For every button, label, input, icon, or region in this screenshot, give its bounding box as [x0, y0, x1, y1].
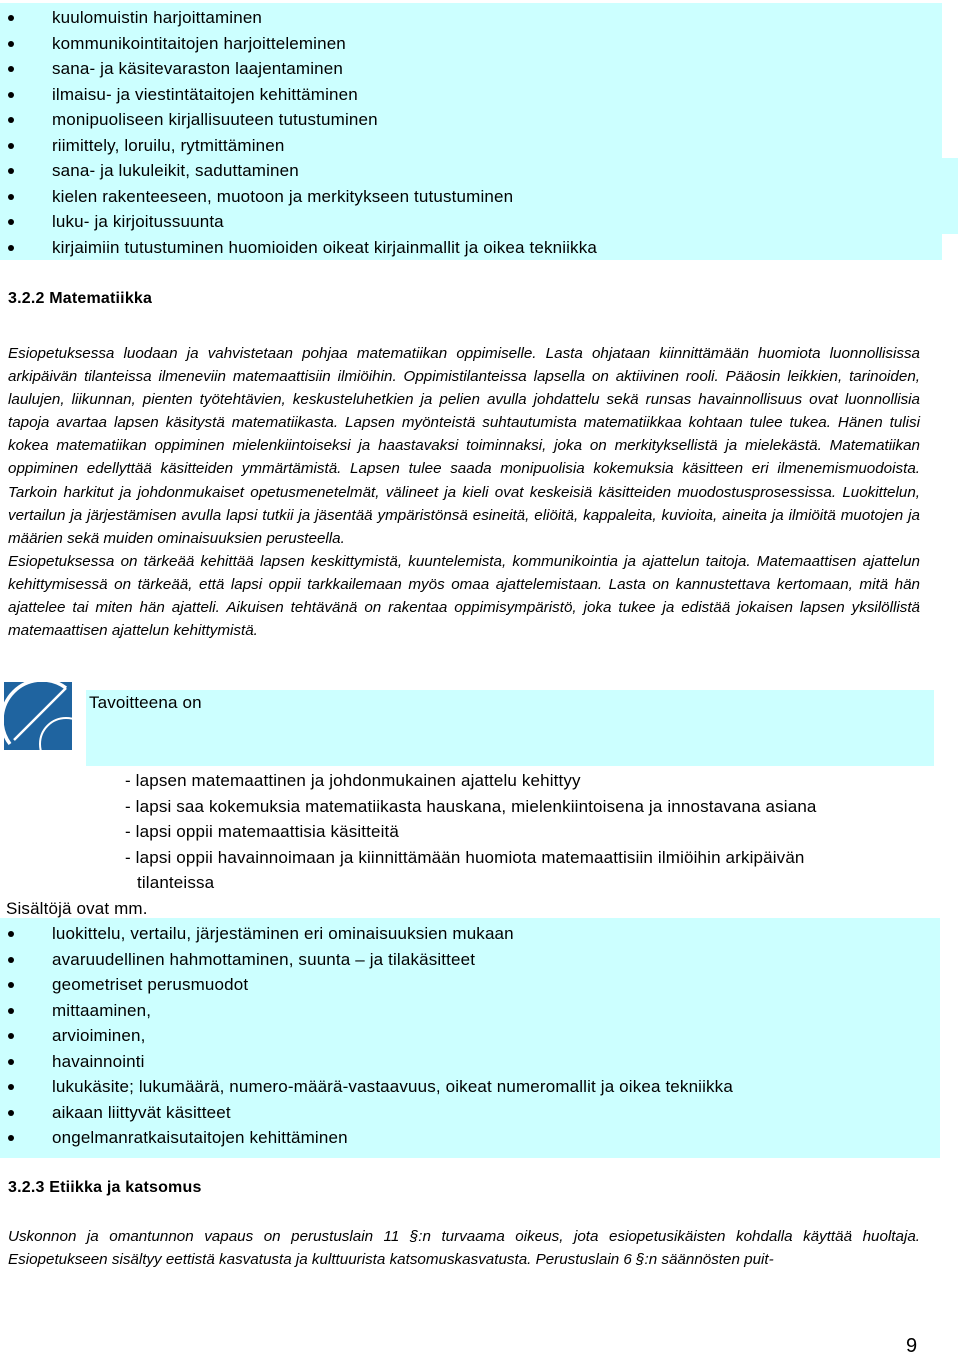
list-item: lukukäsite; lukumäärä, numero-määrä-vastaavuus, oikeat numeromallit ja oikea tekniikka — [0, 1074, 940, 1099]
list-item: kuulomuistin harjoittaminen — [0, 5, 942, 30]
math-intro-text — [8, 342, 920, 642]
bullet-icon — [8, 1033, 14, 1039]
contents-label: Sisältöjä ovat mm. — [6, 899, 148, 918]
bullet-icon — [8, 117, 14, 123]
goal-item: - lapsi oppii havainnoimaan ja kiinnittämään huomiota matemaattisiin ilmiöihin arkipäivän — [125, 847, 805, 867]
bullet-icon — [8, 15, 14, 21]
list-item: kommunikointitaitojen harjoitteleminen — [0, 31, 942, 56]
bullet-icon — [8, 1059, 14, 1065]
list-item: ilmaisu- ja viestintätaitojen kehittäminen — [0, 82, 942, 107]
logo-icon — [4, 682, 72, 750]
highlight-block-tab — [940, 158, 958, 234]
list-item: arvioiminen, — [0, 1023, 940, 1048]
list-item: havainnointi — [0, 1049, 940, 1074]
goal-item: - lapsi saa kokemuksia matematiikasta hauskana, mielenkiintoisena ja innostavana asiana — [125, 796, 817, 816]
bullet-icon — [8, 1135, 14, 1141]
bullet-icon — [8, 143, 14, 149]
paragraph: Uskonnon ja omantunnon vapaus on perustuslain 11 §:n turvaama oikeus, jota esiopetusikäisten kohdalla käyttää huoltaja. Esiopetukseen sisältyy eettistä kasvatusta ja kulttuurista katsomuskasvatusta. Perustuslain 6 §:n säännösten puit- — [8, 1228, 920, 1269]
list-item: geometriset perusmuodot — [0, 972, 940, 997]
bullet-icon — [8, 168, 14, 174]
section-heading-ethics: 3.2.3 Etiikka ja katsomus — [8, 1179, 202, 1196]
bullet-icon — [8, 41, 14, 47]
bullet-list-contents — [0, 921, 940, 1156]
bullet-list-language — [0, 5, 942, 260]
paragraph: Esiopetuksessa on tärkeää kehittää lapsen keskittymistä, kuuntelemista, kommunikointia ja ajattelun taitoja. Matemaattisen ajattelun kehittymisessä on tärkeää, että lapsi oppii tarkkailemaan myös omaa ajattelemistaan. Lasta on kannustettava kertomaan, mitä hän ajattelee tai miten hän ajatteli. Aikuisen tehtävänä on rakentaa oppimisympäristö, joka tukee ja edistää jokaisen lapsen yksilöllistä matemaattisen ajattelun kehittymistä. — [8, 552, 920, 640]
goal-item: - lapsen matemaattinen ja johdonmukainen ajattelu kehittyy — [125, 771, 581, 790]
highlight-block-goals — [86, 690, 934, 766]
list-item: sana- ja käsitevaraston laajentaminen — [0, 56, 942, 81]
list-item: sana- ja lukuleikit, saduttaminen — [0, 158, 942, 183]
bullet-icon — [8, 931, 14, 937]
list-item: ongelmanratkaisutaitojen kehittäminen — [0, 1125, 940, 1150]
list-item: riimittely, loruilu, rytmittäminen — [0, 133, 942, 158]
ethics-intro-text — [8, 1225, 920, 1271]
list-item: kirjaimiin tutustuminen huomioiden oikeat kirjainmallit ja oikea tekniikka — [0, 235, 942, 260]
bullet-icon — [8, 1110, 14, 1116]
page-number: 9 — [906, 1335, 918, 1357]
bullet-icon — [8, 957, 14, 963]
bullet-icon — [8, 194, 14, 200]
paragraph: Esiopetuksessa luodaan ja vahvistetaan pohjaa matematiikan oppimiselle. Lasta ohjataan kiinnittämään huomiota luonnollisissa arkipäivän tilanteissa ilmeneviin matemaattisiin ilmiöihin. Oppimistilanteissa lapsella on aktiivinen rooli. Pääosin leikkien, tarinoiden, laulujen, liikunnan, pienten työtehtävien, keskusteluhetkien ja pelien avulla johdattelu sekä runsas havainnollisuus ovat luonnollisia tapoja avartaa lapsen käsitystä matematiikasta. Lapsen myönteistä suhtautumista matematiikkaa kohtaan tulee tukea. Hänen tulisi kokea matematiikan oppiminen mielenkiintoiseksi ja haastavaksi toiminnaksi, joka on merkityksellistä ja mielekästä. Matematiikan oppiminen edellyttää käsitteiden ymmärtämistä. Lapsen tulee saada monipuolisia kokemuksia käsitteen eri ilmenemismuodoista. Tarkoin harkitut ja johdonmukaiset opetusmenetelmät, välineet ja kieli ovat keskeisiä käsitteiden muodostusprosessissa. Luokittelun, vertailun ja järjestämisen avulla lapsi tutkii ja jäsentää ympäristönsä esineitä, eliöitä, kappaleita, kuvioita, aineita ja ilmiöitä muotojen ja määrien sekä muiden ominaisuuksien perusteella. — [8, 345, 920, 547]
list-item: luku- ja kirjoitussuunta — [0, 209, 942, 234]
bullet-icon — [8, 219, 14, 225]
goals-title: Tavoitteena on — [89, 693, 202, 712]
bullet-icon — [8, 1084, 14, 1090]
bullet-icon — [8, 982, 14, 988]
bullet-icon — [8, 245, 14, 251]
bullet-icon — [8, 66, 14, 72]
section-heading-math: 3.2.2 Matematiikka — [8, 290, 153, 307]
list-item: kielen rakenteeseen, muotoon ja merkitykseen tutustuminen — [0, 184, 942, 209]
goal-item-continuation: tilanteissa — [137, 873, 215, 892]
list-item: mittaaminen, — [0, 998, 940, 1023]
bullet-icon — [8, 92, 14, 98]
list-item: monipuoliseen kirjallisuuteen tutustuminen — [0, 107, 942, 132]
list-item: luokittelu, vertailu, järjestäminen eri ominaisuuksien mukaan — [0, 921, 940, 946]
list-item: aikaan liittyvät käsitteet — [0, 1100, 940, 1125]
bullet-icon — [8, 1008, 14, 1014]
goal-item: - lapsi oppii matemaattisia käsitteitä — [125, 822, 400, 841]
list-item: avaruudellinen hahmottaminen, suunta – ja tilakäsitteet — [0, 947, 940, 972]
